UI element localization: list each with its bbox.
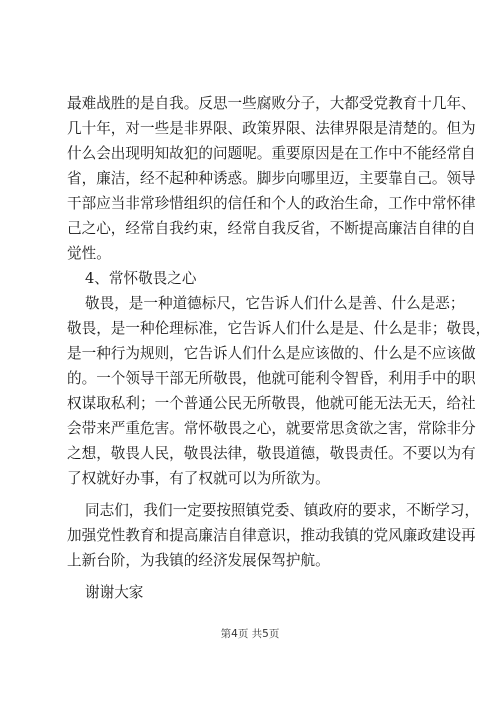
paragraph1-line-2: 几十年，对一些是非界限、政策界限、法律界限是清楚的。但为 [67,120,476,137]
section4-line-6: 会带来严重危害。常怀敬畏之心，就要常思贪欲之害，常除非分 [67,420,476,437]
closing-line-1: 同志们，我们一定要按照镇党委、镇政府的要求，不断学习， [85,502,480,519]
section4-line-7: 之想，敬畏人民，敬畏法律，敬畏道德，敬畏责任。不要以为有 [67,445,476,462]
section4-line-3: 是一种行为规则，它告诉人们什么是应该做的、什么是不应该做 [67,345,476,362]
section4-line-2: 敬畏，是一种伦理标准，它告诉人们什么是是、什么是非；敬畏， [67,320,491,337]
paragraph1-line-3: 什么会出现明知故犯的问题呢。重要原因是在工作中不能经常自 [67,145,476,162]
paragraph1-line-6: 己之心，经常自我约束，经常自我反省，不断提高廉洁自律的自 [67,220,476,237]
paragraph1-line-4: 省，廉洁，经不起种种诱惑。脚步向哪里迈，主要靠自己。领导 [67,170,476,187]
section-heading: 4、常怀敬畏之心 [85,270,197,287]
closing-line-2: 加强党性教育和提高廉洁自律意识，推动我镇的党风廉政建设再 [67,527,476,544]
section4-line-8: 了权就好办事，有了权就可以为所欲为。 [67,470,330,487]
section4-line-1: 敬畏，是一种道德标尺，它告诉人们什么是善、什么是恶； [85,295,465,312]
section4-line-4: 的。一个领导干部无所敬畏，他就可能利令智昏，利用手中的职 [67,370,476,387]
closing-line-3: 上新台阶，为我镇的经济发展保驾护航。 [67,552,330,569]
paragraph1-line-7: 觉性。 [67,245,111,262]
paragraph1-line-5: 干部应当非常珍惜组织的信任和个人的政治生命，工作中常怀律 [67,195,476,212]
paragraph1-line-1: 最难战胜的是自我。反思一些腐败分子，大都受党教育十几年、 [67,95,476,112]
page-footer: 第4页 共5页 [220,628,280,640]
thanks-text: 谢谢大家 [85,584,144,601]
section4-line-5: 权谋取私利；一个普通公民无所敬畏，他就可能无法无天，给社 [67,395,476,412]
